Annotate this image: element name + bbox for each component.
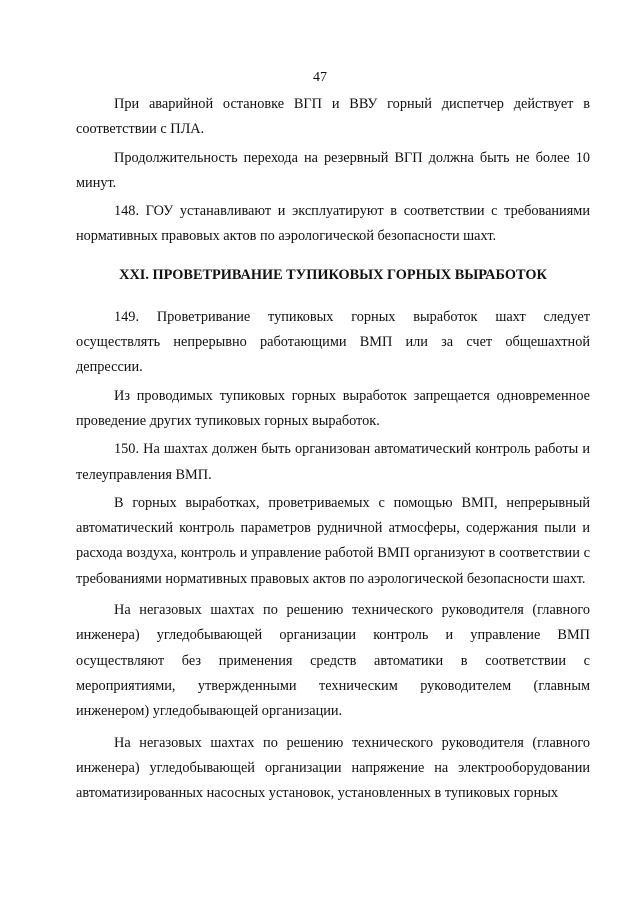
paragraph-148: 148. ГОУ устанавливают и эксплуатируют в соответствии с требованиями нормативных правовых актов по аэрологической безопасности шахт. [76, 203, 590, 245]
page-number: 47 [313, 70, 327, 85]
paragraph-reserve-transition: Продолжительность перехода на резервный ВГП должна быть не более 10 минут. [76, 149, 590, 191]
paragraph-149: 149. Проветривание тупиковых горных выработок шахт следует осуществлять непрерывно работающими ВМП или за счет общешахтной депрессии. [76, 308, 590, 376]
paragraph-emergency-stop: При аварийной остановке ВГП и ВВУ горный диспетчер действует в соответствии с ПЛА. [76, 96, 590, 138]
paragraph-non-gas-mines-control: На негазовых шахтах по решению технического руководителя (главного инженера) угледобывающей организации контроль и управление ВМП осуществляют без применения средств автоматики в соответствии с мероприятиями, утвержденными техническим руководителем (главным инженером) угледобывающей организации. [76, 602, 590, 720]
paragraph-non-gas-mines-voltage: На негазовых шахтах по решению технического руководителя (главного инженера) угледобывающей организации напряжение на электрооборудовании автоматизированных насосных установок, установленных в тупиковых горных [76, 734, 590, 802]
paragraph-simultaneous-works: Из проводимых тупиковых горных выработок запрещается одновременное проведение других тупиковых горных выработок. [76, 387, 590, 429]
paragraph-150: 150. На шахтах должен быть организован автоматический контроль работы и телеуправления ВМП. [76, 441, 590, 483]
section-heading: XXI. ПРОВЕТРИВАНИЕ ТУПИКОВЫХ ГОРНЫХ ВЫРАБОТОК [119, 266, 547, 283]
paragraph-continuous-monitoring: В горных выработках, проветриваемых с помощью ВМП, непрерывный автоматический контроль параметров рудничной атмосферы, содержания пыли и расхода воздуха, контроль и управление работой ВМП организуют в соответствии с требованиями нормативных правовых актов по аэрологической безопасности шахт. [76, 494, 590, 587]
document-body [76, 92, 590, 806]
